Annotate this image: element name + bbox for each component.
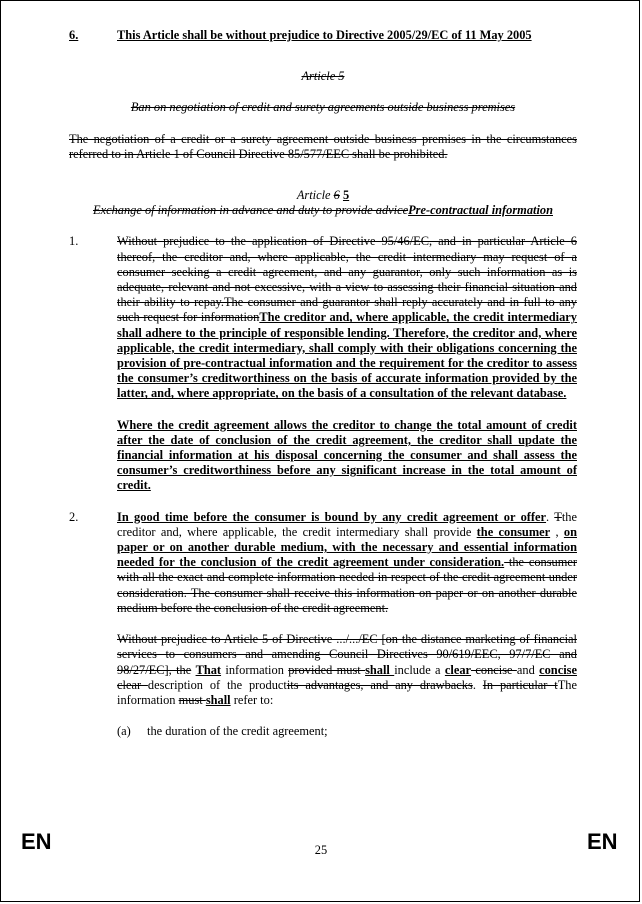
article-5-title: Article 5 xyxy=(301,69,345,84)
p2b-add-clear: clear xyxy=(444,662,472,677)
paragraph-1-added-2: Where the credit agreement allows the creditor to change the total amount of credit after the date of conclusion of the credit agreement, the creditor shall update the financial information at his disposal concerning the consumer and shall assess the consumer’s creditworthiness before any significant increase in the total amount of credit. xyxy=(117,417,577,493)
article-5-body: The negotiation of a credit or a surety agreement outside business premises in the circumstances referred to in Article 1 of Council Directive 85/577/EEC shall be prohibited. xyxy=(69,131,577,161)
p2b-and: and xyxy=(516,662,540,677)
p2b-del-clear: clear xyxy=(117,677,148,692)
p2-space-comma: , xyxy=(550,524,564,539)
article-6-old-subtitle: Exchange of information in advance and duty to provide advice xyxy=(93,203,409,218)
section-heading-6 xyxy=(69,28,577,43)
p2-deleted-rest: the consumer with all the exact and complete information needed in respect of the credit agreement under consideration. The consumer shall receive this information on paper or on another durable medium before the conclusion of the credit agreement. xyxy=(117,555,577,615)
p2b-del-concise: concise xyxy=(471,662,517,677)
p2b-del-provided: provided must xyxy=(288,662,366,677)
section-heading-text: This Article shall be without prejudice to Directive 2005/29/EC of 11 May 2005 xyxy=(117,28,532,42)
p2-add-the-consumer: the consumer xyxy=(476,524,551,539)
article-6-new-subtitle: Pre-contractual information xyxy=(408,203,553,218)
p2b-del-in-particular: In particular t xyxy=(482,677,558,692)
paragraph-2-text-1 xyxy=(117,510,577,616)
p2b-period: . xyxy=(472,677,483,692)
article-6-title-prefix: Article xyxy=(296,188,334,203)
p2-comma: . xyxy=(546,509,555,524)
footer-language-right: EN xyxy=(587,829,618,854)
paragraph-1 xyxy=(69,234,577,493)
article-5-subtitle: Ban on negotiation of credit and surety agreements outside business premises xyxy=(130,100,516,115)
paragraph-1-body xyxy=(117,234,577,493)
paragraph-1-text xyxy=(117,234,577,401)
p2-del-T: T xyxy=(554,509,562,524)
item-a-label: (a) xyxy=(117,724,131,739)
p2b-include-a: include a xyxy=(394,662,445,677)
paragraph-2 xyxy=(69,510,577,740)
paragraph-1-added: The creditor and, where applicable, the credit intermediary shall adhere to the principle of responsible lending. Therefore, the creditor and, where applicable, the credit intermediary, shall comply with their obligations concerning the provision of pre-contractual information and the requirement for the creditor to assess the consumer’s creditworthiness on the basis of accurate information provided by the latter, and, where appropriate, on the basis of a consultation of the relevant database. xyxy=(117,310,578,401)
p2b-add-shall-2: shall xyxy=(205,692,231,707)
paragraph-1-number: 1. xyxy=(69,234,79,249)
p2b-deleted-intro: Without prejudice to Article 5 of Directive .../.../EC [on the distance marketing of financial services to consumers and amending Council Directives 90/619/EEC, 97/7/EC and 98/27/EC], the xyxy=(117,632,577,677)
item-a xyxy=(117,724,577,739)
p2b-add-concise: concise xyxy=(539,662,577,677)
p2b-del-advantages: its advantages, and any drawbacks xyxy=(286,677,473,692)
article-6-subtitle xyxy=(69,203,577,218)
article-6-title xyxy=(69,188,577,203)
p2-added-intro: In good time before the consumer is bound by any credit agreement or offer xyxy=(117,509,547,524)
p2b-refer: refer to: xyxy=(230,692,274,707)
p2-add-essential: on paper or on another durable medium, with the necessary and essential information needed for the conclusion of the credit agreement under consideration. xyxy=(117,524,577,570)
p2b-description: description of the product xyxy=(147,677,287,692)
p2-text: the creditor and, where applicable, the credit intermediary shall provide xyxy=(117,509,577,539)
article-6-new-number: 5 xyxy=(342,188,350,203)
p2b-information: information xyxy=(221,662,289,677)
section-number: 6. xyxy=(69,28,79,42)
paragraph-2-body xyxy=(117,510,577,740)
item-a-text: the duration of the credit agreement; xyxy=(147,724,328,739)
page-number: 25 xyxy=(314,843,328,857)
paragraph-1-deleted: Without prejudice to the application of Directive 95/46/EC, and in particular Article 6 thereof, the creditor and, where applicable, the credit intermediary may request of a consumer seeking a credit agreement, and any guarantor, only such information as is adequate, relevant and not excessive, with a view to assessing their financial situation and their ability to repay.The consumer and guarantor shall reply accurately and in full to any such request for information xyxy=(117,234,577,325)
p2b-add-shall: shall xyxy=(365,662,395,677)
p2b-del-must: must xyxy=(178,692,206,707)
p2b-add-that: That xyxy=(195,662,222,677)
document-body xyxy=(69,28,577,739)
paragraph-2-number: 2. xyxy=(69,509,79,524)
article-6-old-number: 6 xyxy=(333,188,340,203)
paragraph-2-text-2 xyxy=(117,632,577,708)
p2b-the-information: The information xyxy=(117,677,577,707)
footer-language-left: EN xyxy=(21,829,52,854)
